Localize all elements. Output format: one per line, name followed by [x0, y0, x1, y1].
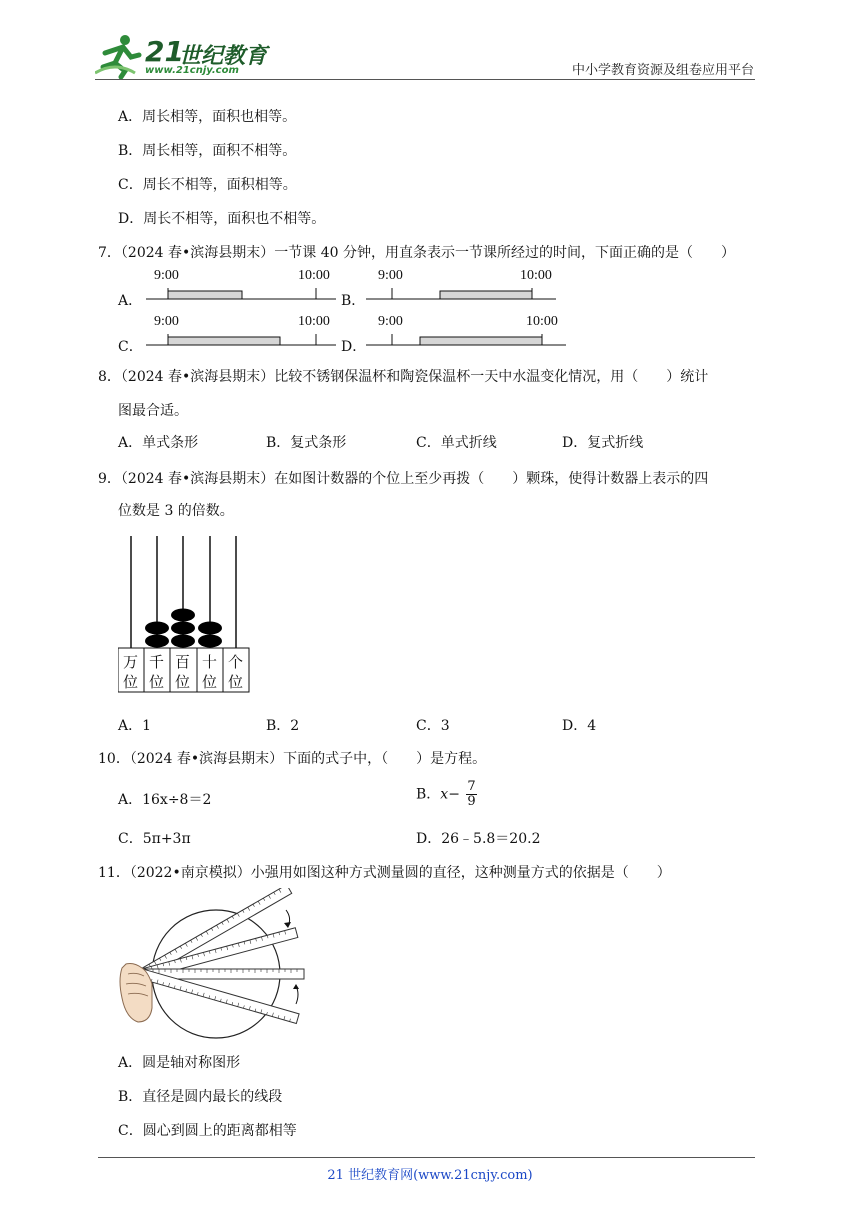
q11-option-b: B．直径是圆内最长的线段 [118, 1089, 283, 1105]
q8-option-c: C．单式折线 [416, 435, 497, 451]
q7-timeline-d [366, 314, 566, 348]
logo-chinese: 世纪教育 [179, 44, 268, 69]
place-label-bai: 百 [175, 653, 191, 671]
q7-stem: 7．（2024 春•滨海县期末）一节课 40 分钟，用直条表示一节课所经过的时间，下面正确的是（ ） [98, 245, 735, 261]
q11-stem: 11．（2022•南京模拟）小强用如图这种方式测量圆的直径，这种测量方式的依据是（ ） [98, 865, 671, 881]
q6-option-d: D．周长不相等，面积也不相等。 [118, 211, 326, 227]
place-label-bai-wei: 位 [175, 673, 191, 691]
header-logo [95, 33, 268, 79]
place-label-qian: 千 [149, 653, 165, 671]
abacus-counter [118, 534, 250, 694]
q6-option-b: B．周长相等，面积不相等。 [118, 143, 297, 159]
q7-label-b: B． [341, 293, 366, 309]
q7-label-a: A． [118, 293, 143, 309]
q10-option-c: C．5π+3π [118, 831, 191, 847]
end-time-label: 10:00 [298, 314, 330, 329]
place-label-wan: 万 [123, 653, 139, 671]
q7-timeline-a [146, 268, 336, 302]
q9-stem-line1: 9．（2024 春•滨海县期末）在如图计数器的个位上至少再拨（ ）颗珠，使得计数器上表示的四 [98, 471, 709, 487]
place-label-shi: 十 [202, 653, 218, 671]
q8-stem-line1: 8．（2024 春•滨海县期末）比较不锈钢保温杯和陶瓷保温杯一天中水温变化情况，用（ ）统计 [98, 369, 709, 385]
place-label-wan-wei: 位 [123, 673, 139, 691]
q11-option-a: A．圆是轴对称图形 [118, 1055, 241, 1071]
bead [171, 635, 195, 648]
q10-option-b [416, 780, 477, 809]
ruler-circle-figure [116, 888, 308, 1040]
q7-label-c: C． [118, 339, 143, 355]
logo-url: www.21cnjy.com [145, 65, 239, 76]
start-time-label: 9:00 [154, 314, 179, 329]
duration-bar [420, 337, 542, 345]
q9-option-a: A．1 [118, 718, 152, 734]
footer-link[interactable]: 21 世纪教育网(www.21cnjy.com) [327, 1168, 533, 1183]
q8-option-d: D．复式折线 [562, 435, 644, 451]
q8-option-b: B．复式条形 [266, 435, 347, 451]
logo-number: 21 [145, 35, 184, 68]
q7-timeline-c [146, 314, 336, 348]
place-label-ge-wei: 位 [228, 673, 244, 691]
platform-name: 中小学教育资源及组卷应用平台 [571, 63, 754, 78]
footer-divider [98, 1157, 755, 1158]
q9-stem-line2: 位数是 3 的倍数。 [118, 503, 234, 519]
q10-option-b-prefix: B． [416, 786, 441, 803]
q10-option-d: D．26﹣5.8＝20.2 [416, 831, 541, 847]
q10-stem: 10．（2024 春•滨海县期末）下面的式子中，（ ）是方程。 [98, 751, 487, 767]
start-time-label: 9:00 [378, 268, 403, 283]
q9-option-d: D．4 [562, 718, 597, 734]
q6-option-c: C．周长不相等，面积相等。 [118, 177, 297, 193]
duration-bar [168, 337, 280, 345]
fraction [466, 780, 476, 809]
end-time-label: 10:00 [298, 268, 330, 283]
q9-option-b: B．2 [266, 718, 300, 734]
fraction-numerator: 7 [467, 779, 476, 794]
start-time-label: 9:00 [154, 268, 179, 283]
fraction-denominator: 9 [467, 794, 476, 809]
header-divider [95, 79, 755, 80]
bead [145, 622, 169, 635]
q7-label-d: D． [341, 339, 367, 355]
q9-option-c: C．3 [416, 718, 450, 734]
bead [198, 635, 222, 648]
duration-bar [168, 291, 242, 299]
q6-option-a: A．周长相等，面积也相等。 [118, 109, 297, 125]
q10-variable-x: x [440, 786, 449, 803]
bead [145, 635, 169, 648]
bead [198, 622, 222, 635]
start-time-label: 9:00 [378, 314, 403, 329]
end-time-label: 10:00 [526, 314, 558, 329]
q10-option-a: A．16x÷8＝2 [118, 792, 212, 808]
q11-option-c: C．圆心到圆上的距离都相等 [118, 1123, 297, 1139]
place-label-qian-wei: 位 [149, 673, 165, 691]
bead [171, 622, 195, 635]
place-label-shi-wei: 位 [202, 673, 218, 691]
end-time-label: 10:00 [520, 268, 552, 283]
q7-timeline-b [366, 268, 556, 302]
bead [171, 609, 195, 622]
duration-bar [440, 291, 532, 299]
place-label-ge: 个 [228, 653, 244, 671]
q8-stem-line2: 图最合适。 [118, 403, 188, 419]
q8-option-a: A．单式条形 [118, 435, 199, 451]
minus-sign: − [448, 786, 460, 803]
runner-logo-icon [95, 33, 143, 79]
